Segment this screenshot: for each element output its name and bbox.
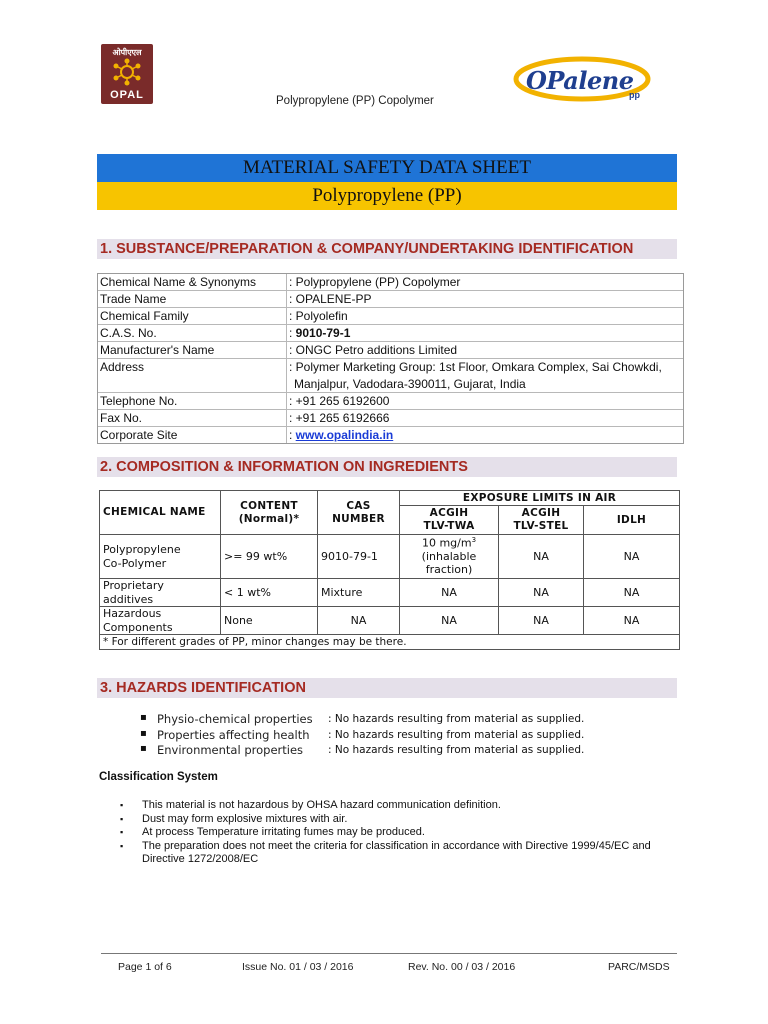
section3-heading: 3. HAZARDS IDENTIFICATION (97, 678, 677, 698)
cell-chemical-name (100, 579, 220, 606)
header-twa-label: ACGIH (429, 507, 469, 520)
header-stel-sub: TLV-STEL (513, 520, 569, 532)
opal-logo (101, 44, 153, 104)
molecule-icon (112, 58, 142, 86)
cell-twa-line3: fraction) (425, 563, 473, 577)
header-cas (318, 491, 399, 534)
section1-heading: 1. SUBSTANCE/PREPARATION & COMPANY/UNDERTAKING IDENTIFICATION (97, 239, 677, 259)
cell-idlh: NA (623, 585, 640, 599)
cell-stel: NA (533, 585, 549, 599)
table-row (98, 427, 683, 443)
row-value-line2: Manjalpur, Vadodara-390011, Gujarat, India (294, 377, 526, 391)
cell-name-line2: additives (103, 592, 154, 606)
row-value: : Polymer Marketing Group: 1st Floor, Omkara Complex, Sai Chowkdi, (289, 360, 662, 374)
row-label: Address (100, 360, 145, 374)
cell-twa-sup: 3 (471, 536, 477, 545)
list-item (140, 712, 640, 728)
hazards-list (140, 712, 640, 759)
corporate-site-link[interactable]: www.opalindia.in (295, 428, 394, 442)
cell-stel: NA (533, 613, 549, 627)
cell-twa: NA (441, 613, 457, 627)
classification-text: This material is not hazardous by OHSA hazard communication definition. (142, 799, 501, 811)
row-label: Trade Name (100, 292, 167, 306)
opalene-logo-word: OPalene (526, 66, 634, 95)
header-exposure: EXPOSURE LIMITS IN AIR (462, 491, 617, 504)
cell-cas: NA (350, 613, 367, 627)
cell-idlh: NA (623, 613, 640, 627)
classification-list (120, 799, 680, 867)
row-label: Corporate Site (100, 428, 178, 442)
table-row (98, 291, 683, 308)
header-chemical-name: CHEMICAL NAME (103, 506, 206, 519)
footer-code: PARC/MSDS (608, 961, 670, 973)
cell-content: < 1 wt% (224, 585, 271, 599)
header-content (221, 491, 317, 534)
table-row (98, 308, 683, 325)
table-row (98, 359, 683, 393)
classification-text: Dust may form explosive mixtures with air. (142, 812, 348, 825)
cell-twa: NA (441, 585, 457, 599)
list-item (120, 826, 680, 840)
row-value: : Polypropylene (PP) Copolymer (289, 275, 461, 289)
value-prefix: : (289, 428, 296, 442)
table-footnote: * For different grades of PP, minor changes may be there. (103, 635, 407, 648)
hazard-desc: : No hazards resulting from material as supplied. (328, 713, 585, 725)
row-label: Chemical Name & Synonyms (100, 275, 257, 289)
row-label: Telephone No. (100, 394, 178, 408)
value-prefix: : (289, 326, 296, 340)
header-twa (400, 506, 498, 534)
header-cas-sub: NUMBER (332, 512, 385, 525)
header-doc-title: Polypropylene (PP) Copolymer (276, 95, 434, 107)
hazard-desc: : No hazards resulting from material as supplied. (328, 744, 585, 756)
cell-cas: Mixture (321, 585, 363, 599)
hazard-desc: : No hazards resulting from material as supplied. (328, 728, 585, 741)
list-item (120, 840, 680, 867)
row-value: : +91 265 6192600 (289, 394, 390, 408)
classification-text: The preparation does not meet the criteria for classification in accordance with Directive 1999/45/EC and Directive 1272/2008/EC (142, 839, 651, 865)
hazard-name: Physio-chemical properties (157, 712, 313, 726)
cell-twa-line2: (inhalable (421, 550, 477, 564)
row-value: : +91 265 6192666 (289, 411, 390, 425)
cell-name-line2: Co-Polymer (103, 556, 167, 570)
header-cas-label: CAS (346, 499, 371, 512)
opal-logo-hindi-text: ओपीएएल (112, 48, 142, 57)
table-row (98, 325, 683, 342)
cas-number: 9010-79-1 (295, 326, 351, 340)
cell-chemical-name (100, 607, 220, 634)
cell-chemical-name (100, 535, 220, 578)
cell-name-line2: Components (103, 620, 173, 634)
cell-twa (400, 535, 498, 578)
list-item (120, 813, 680, 827)
cell-idlh: NA (623, 549, 640, 563)
bullet-icon: ▪ (120, 813, 124, 824)
cell-cas: 9010-79-1 (321, 549, 378, 563)
section2-heading: 2. COMPOSITION & INFORMATION ON INGREDIENTS (97, 457, 677, 477)
row-label: Chemical Family (100, 309, 189, 323)
list-item (120, 799, 680, 813)
footer-divider (101, 953, 677, 954)
table-row (98, 342, 683, 359)
table-row (98, 393, 683, 410)
list-item (140, 743, 640, 759)
table-row (98, 410, 683, 427)
cell-name-line1: Polypropylene (103, 543, 181, 557)
document-subtitle: Polypropylene (PP) (97, 182, 677, 210)
classification-title: Classification System (99, 771, 218, 783)
cell-stel: NA (533, 549, 549, 563)
cell-twa-line1 (422, 536, 476, 550)
bullet-icon: ▪ (140, 743, 147, 754)
row-value: : OPALENE-PP (289, 292, 372, 306)
row-value: : Polyolefin (289, 309, 348, 323)
table-row (98, 274, 683, 291)
header-stel-label: ACGIH (521, 507, 561, 520)
header-twa-sub: TLV-TWA (423, 520, 475, 532)
header-content-label: CONTENT (240, 499, 298, 512)
footer-page: Page 1 of 6 (118, 961, 172, 973)
hazard-name: Environmental properties (157, 743, 304, 757)
bullet-icon: ▪ (120, 827, 124, 837)
composition-table (99, 490, 680, 650)
bullet-icon: ▪ (140, 727, 147, 739)
hazard-name: Properties affecting health (157, 727, 310, 742)
bullet-icon: ▪ (120, 840, 124, 851)
row-value (289, 428, 393, 442)
opalene-logo-sub: pp (629, 90, 640, 100)
header-stel (499, 506, 583, 534)
row-label: Fax No. (100, 411, 143, 425)
identification-table (97, 273, 684, 444)
bullet-icon: ▪ (140, 712, 147, 723)
header-idlh: IDLH (616, 513, 647, 526)
opal-logo-text: OPAL (110, 89, 144, 101)
footer-issue: Issue No. 01 / 03 / 2016 (242, 961, 354, 973)
document-title: MATERIAL SAFETY DATA SHEET (97, 154, 677, 182)
row-label: Manufacturer's Name (100, 343, 215, 357)
classification-text: At process Temperature irritating fumes may be produced. (142, 826, 425, 838)
footer-rev: Rev. No. 00 / 03 / 2016 (408, 961, 516, 973)
list-item (140, 728, 640, 744)
header-content-sub: (Normal)* (238, 512, 300, 525)
cell-name-line1: Proprietary (103, 579, 164, 593)
cell-content: >= 99 wt% (224, 549, 288, 563)
row-label: C.A.S. No. (100, 326, 157, 340)
bullet-icon: ▪ (120, 800, 124, 810)
row-value: : ONGC Petro additions Limited (289, 343, 458, 357)
cell-twa-value: 10 mg/m (421, 537, 472, 551)
row-value (289, 326, 350, 340)
cell-name-line1: Hazardous (103, 607, 162, 621)
cell-content: None (224, 613, 253, 627)
opalene-logo (512, 52, 652, 108)
